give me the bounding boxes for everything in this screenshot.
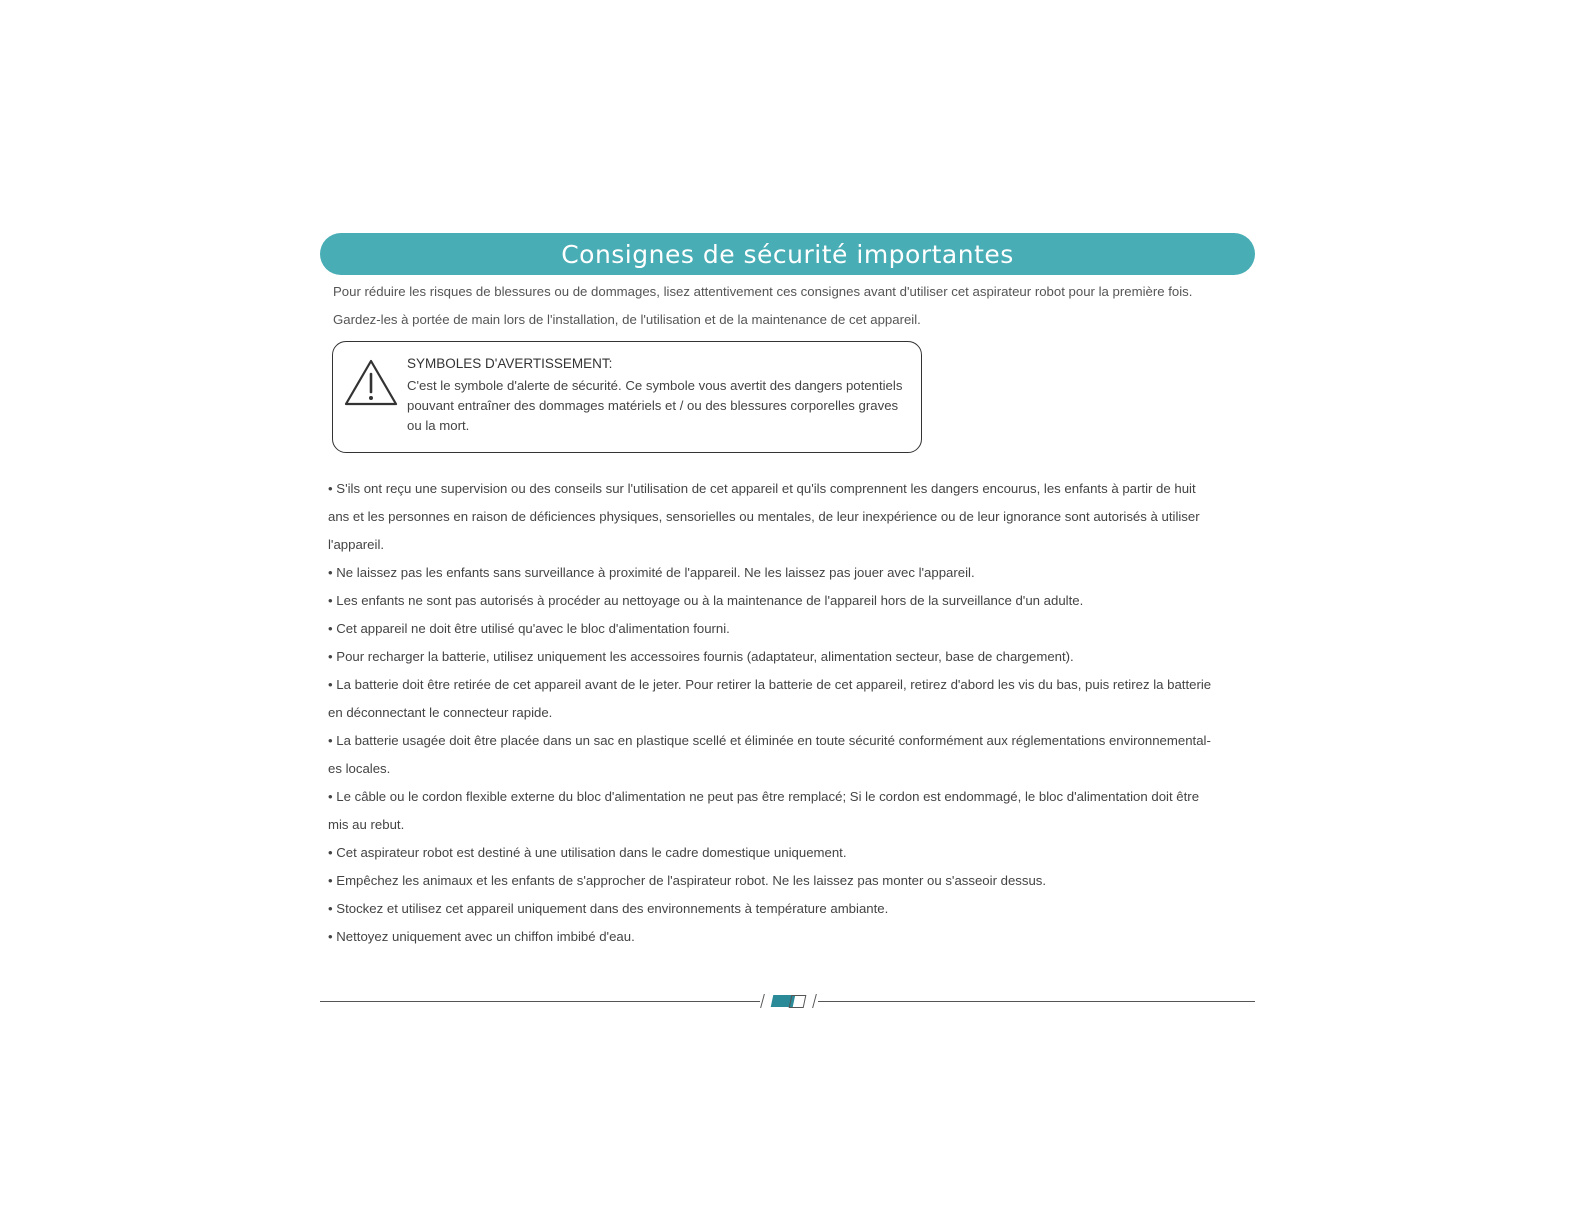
warning-triangle-icon — [343, 358, 399, 408]
footer-rule-left — [320, 1001, 760, 1002]
list-item: • La batterie doit être retirée de cet appareil avant de le jeter. Pour retirer la batterie de cet appareil, retirez d'abord les vis du bas, puis retirez la batterie — [328, 677, 1212, 692]
warning-line: pouvant entraîner des dommages matériels et / ou des blessures corporelles graves — [407, 398, 899, 413]
intro-paragraph — [333, 278, 1263, 334]
warning-line: ou la mort. — [407, 418, 470, 433]
list-item: • La batterie usagée doit être placée dans un sac en plastique scellé et éliminée en toute sécurité conformément aux réglementations environnemental- — [328, 733, 1211, 748]
title-banner — [320, 233, 1255, 275]
list-item: ans et les personnes en raison de déficiences physiques, sensorielles ou mentales, de leur inexpérience ou de leur ignorance sont autorisés à utiliser — [328, 509, 1200, 524]
warning-line: C'est le symbole d'alerte de sécurité. Ce symbole vous avertit des dangers potentiels — [407, 378, 903, 393]
list-item: • Pour recharger la batterie, utilisez uniquement les accessoires fournis (adaptateur, alimentation secteur, base de chargement). — [328, 649, 1074, 664]
warning-text — [407, 376, 917, 436]
list-item: • Cet appareil ne doit être utilisé qu'avec le bloc d'alimentation fourni. — [328, 621, 730, 636]
list-item: • Les enfants ne sont pas autorisés à procéder au nettoyage ou à la maintenance de l'appareil hors de la surveillance d'un adulte. — [328, 593, 1084, 608]
list-item: en déconnectant le connecteur rapide. — [328, 705, 553, 720]
list-item: • Empêchez les animaux et les enfants de s'approcher de l'aspirateur robot. Ne les laissez pas monter ou s'asseoir dessus. — [328, 873, 1047, 888]
list-item: • Le câble ou le cordon flexible externe du bloc d'alimentation ne peut pas être remplacé; Si le cordon est endommagé, le bloc d'alimentation doit être — [328, 789, 1200, 804]
page-title: Consignes de sécurité importantes — [561, 239, 1014, 269]
safety-list — [328, 475, 1258, 951]
list-item: es locales. — [328, 761, 391, 776]
intro-line: Pour réduire les risques de blessures ou de dommages, lisez attentivement ces consignes avant d'utiliser cet aspirateur robot pour la première fois. — [333, 284, 1193, 299]
footer-tick — [812, 994, 817, 1008]
list-item: mis au rebut. — [328, 817, 405, 832]
footer-tick — [760, 994, 765, 1008]
list-item: l'appareil. — [328, 537, 385, 552]
list-item: • Cet aspirateur robot est destiné à une utilisation dans le cadre domestique uniquement. — [328, 845, 847, 860]
list-item: • Ne laissez pas les enfants sans surveillance à proximité de l'appareil. Ne les laissez pas jouer avec l'appareil. — [328, 565, 975, 580]
footer-rule-right — [818, 1001, 1255, 1002]
list-item: • Nettoyez uniquement avec un chiffon imbibé d'eau. — [328, 929, 635, 944]
warning-box — [332, 341, 922, 453]
intro-line: Gardez-les à portée de main lors de l'installation, de l'utilisation et de la maintenance de cet appareil. — [333, 312, 921, 327]
list-item: • S'ils ont reçu une supervision ou des conseils sur l'utilisation de cet appareil et qu'ils comprennent les dangers encourus, les enfants à partir de huit — [328, 481, 1196, 496]
list-item: • Stockez et utilisez cet appareil uniquement dans des environnements à température ambiante. — [328, 901, 889, 916]
warning-heading: SYMBOLES D'AVERTISSEMENT: — [407, 356, 613, 371]
page-tab-outline — [789, 995, 807, 1008]
